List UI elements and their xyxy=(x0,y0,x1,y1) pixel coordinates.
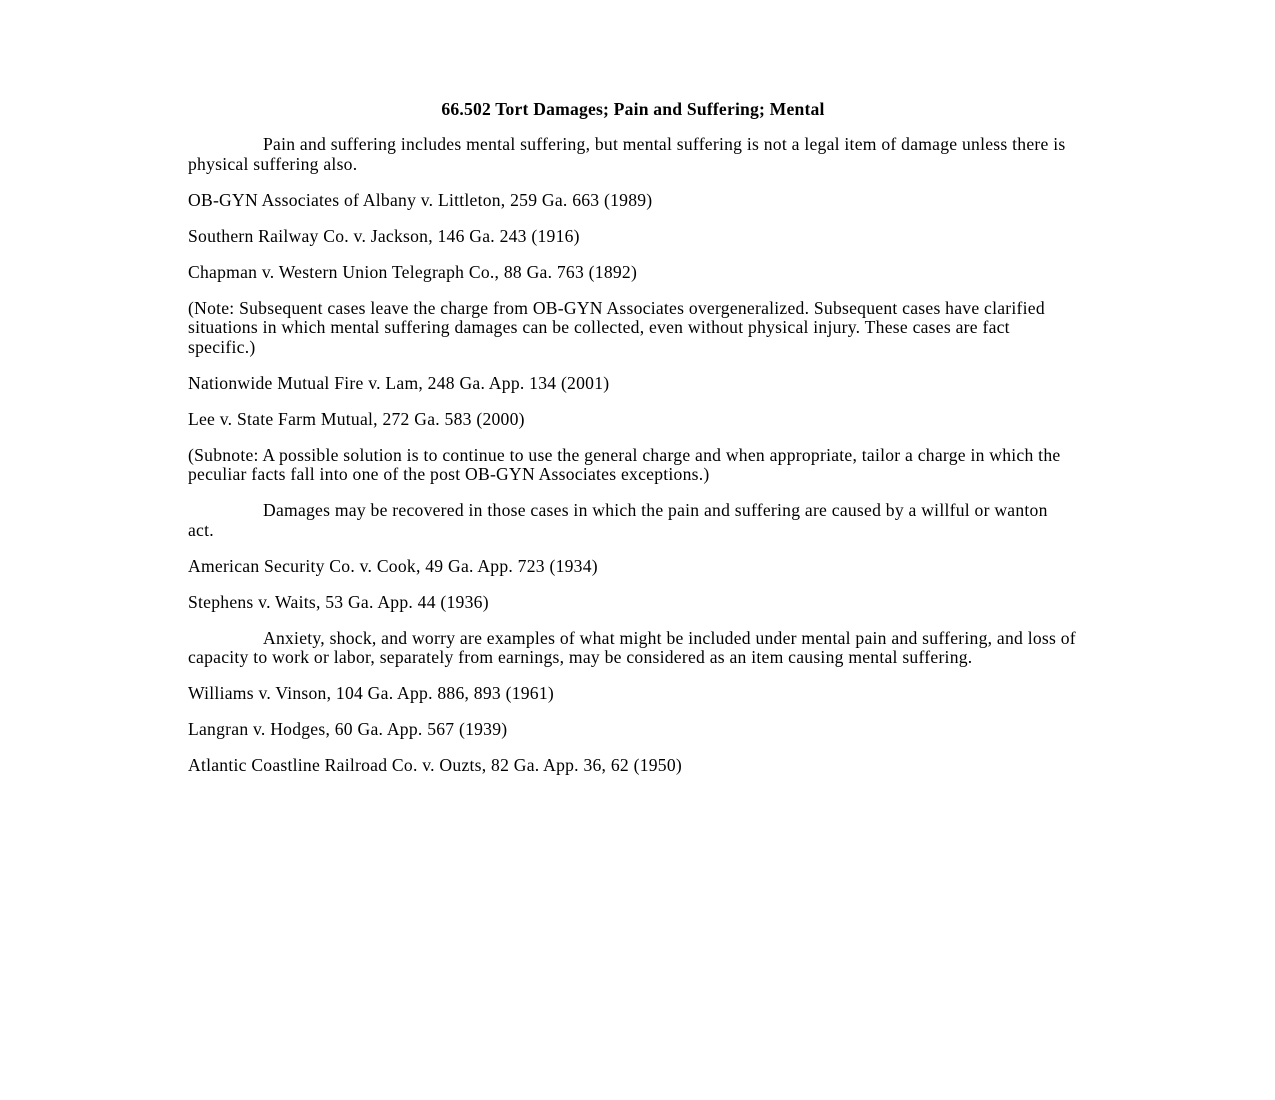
case-citation: Langran v. Hodges, 60 Ga. App. 567 (1939) xyxy=(188,719,508,739)
case-citation: Atlantic Coastline Railroad Co. v. Ouzts, 82 Ga. App. 36, 62 (1950) xyxy=(188,755,682,775)
case-citation: American Security Co. v. Cook, 49 Ga. App. 723 (1934) xyxy=(188,555,598,576)
note-paragraph: (Note: Subsequent cases leave the charge from OB-GYN Associates overgeneralized. Subsequent cases have clarified situations in which mental suffering damages can be collected, even without physical injury. These cases are fact specific.) xyxy=(188,297,1045,357)
case-citation: Williams v. Vinson, 104 Ga. App. 886, 893 (1961) xyxy=(188,683,555,703)
case-citation: Southern Railway Co. v. Jackson, 146 Ga. 243 (1916) xyxy=(188,225,580,246)
body-paragraph: Anxiety, shock, and worry are examples of what might be included under mental pain and suffering, and loss of capacity to work or labor, separately from earnings, may be considered as an item causing mental suffering. xyxy=(188,627,1076,667)
subnote-paragraph: (Subnote: A possible solution is to continue to use the general charge and when appropriate, tailor a charge in which the peculiar facts fall into one of the post OB-GYN Associates exceptions.) xyxy=(188,444,1061,484)
case-citation: OB-GYN Associates of Albany v. Littleton, 259 Ga. 663 (1989) xyxy=(188,189,653,210)
body-paragraph: Damages may be recovered in those cases in which the pain and suffering are caused by a willful or wanton act. xyxy=(188,500,1048,540)
case-citation: Lee v. State Farm Mutual, 272 Ga. 583 (2000) xyxy=(188,408,525,429)
document-page xyxy=(188,99,1078,792)
body-paragraph: Pain and suffering includes mental suffering, but mental suffering is not a legal item of damage unless there is physical suffering also. xyxy=(188,134,1066,174)
case-citation: Stephens v. Waits, 53 Ga. App. 44 (1936) xyxy=(188,591,489,612)
case-citation: Nationwide Mutual Fire v. Lam, 248 Ga. App. 134 (2001) xyxy=(188,372,610,393)
case-citation: Chapman v. Western Union Telegraph Co., 88 Ga. 763 (1892) xyxy=(188,261,638,282)
document-title: 66.502 Tort Damages; Pain and Suffering; Mental xyxy=(441,99,825,119)
